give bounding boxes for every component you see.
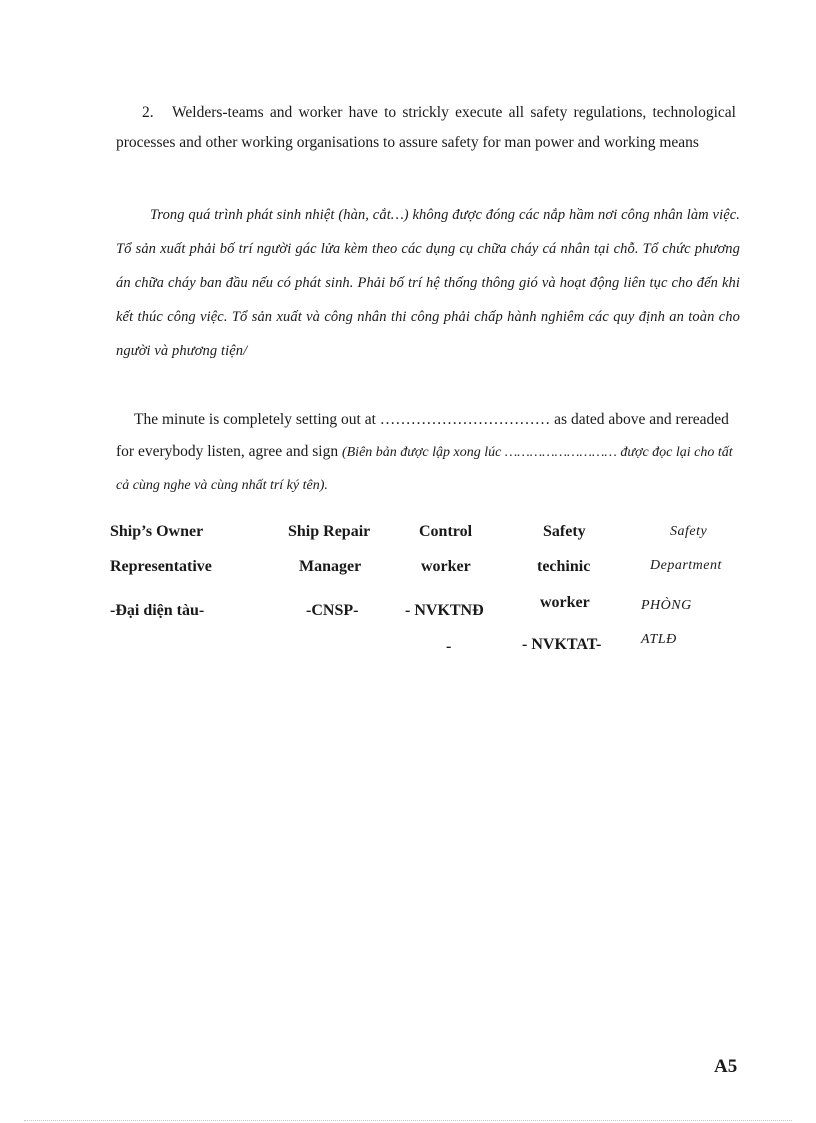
paragraph-vietnamese — [116, 198, 740, 368]
sig-repair-title: Ship Repair — [288, 523, 371, 540]
sig-owner-subtitle: Representative — [110, 558, 212, 575]
sig-repair-vi: -CNSP- — [306, 602, 359, 619]
sig-control-vi: - NVKTNĐ — [405, 602, 484, 619]
sig-safety-title: Safety — [543, 523, 586, 540]
sig-control-subtitle: worker — [421, 558, 471, 575]
sig-repair-subtitle: Manager — [299, 558, 362, 575]
sig-safety-subtitle-2: worker — [540, 594, 590, 611]
sig-safety-subtitle: techinic — [537, 558, 591, 575]
minute-text-en: The minute is completely setting out at …………………………… as dated above and rereaded for everybody listen, agree and sign — [116, 411, 729, 460]
sig-owner-title: Ship’s Owner — [110, 523, 204, 540]
sig-owner-vi: -Đại diện tàu- — [110, 602, 205, 619]
sig-dept-title: Safety — [670, 524, 708, 539]
footer-divider — [24, 1120, 792, 1121]
paragraph-vietnamese-text: Trong quá trình phát sinh nhiệt (hàn, cắt…) không được đóng các nắp hầm nơi công nhân làm việc. Tổ sản xuất phải bố trí người gác lửa kèm theo các dụng cụ chữa cháy cá nhân tại chỗ. Tổ chức phương án chữa cháy ban đầu nếu có phát sinh. Phải bố trí hệ thống thông gió và hoạt động liên tục cho đến khi kết thúc công việc. Tổ sản xuất và công nhân thi công phải chấp hành nghiêm các quy định an toàn cho người và phương tiện/ — [116, 207, 740, 359]
sig-dept-vi-1: PHÒNG — [641, 598, 692, 613]
paragraph-number: 2. — [142, 104, 154, 121]
paragraph-english — [116, 98, 736, 158]
page-code: A5 — [714, 1056, 738, 1077]
minute-text-vi: (Biên bản được lập xong lúc ……………………… được đọc lại cho tất cả cùng nghe và cùng nhất trí ký tên). — [116, 445, 733, 493]
sig-dept-vi-2: ATLĐ — [641, 632, 677, 647]
sig-dept-subtitle: Department — [650, 558, 722, 573]
sig-control-title: Control — [419, 523, 473, 540]
sig-safety-vi: - NVKTAT- — [522, 636, 602, 653]
paragraph-english-text: Welders-teams and worker have to strickly execute all safety regulations, technological processes and other working organisations to assure safety for man power and working means — [116, 104, 736, 151]
sig-control-vi-dash: - — [446, 638, 452, 655]
minute-statement — [116, 404, 740, 502]
